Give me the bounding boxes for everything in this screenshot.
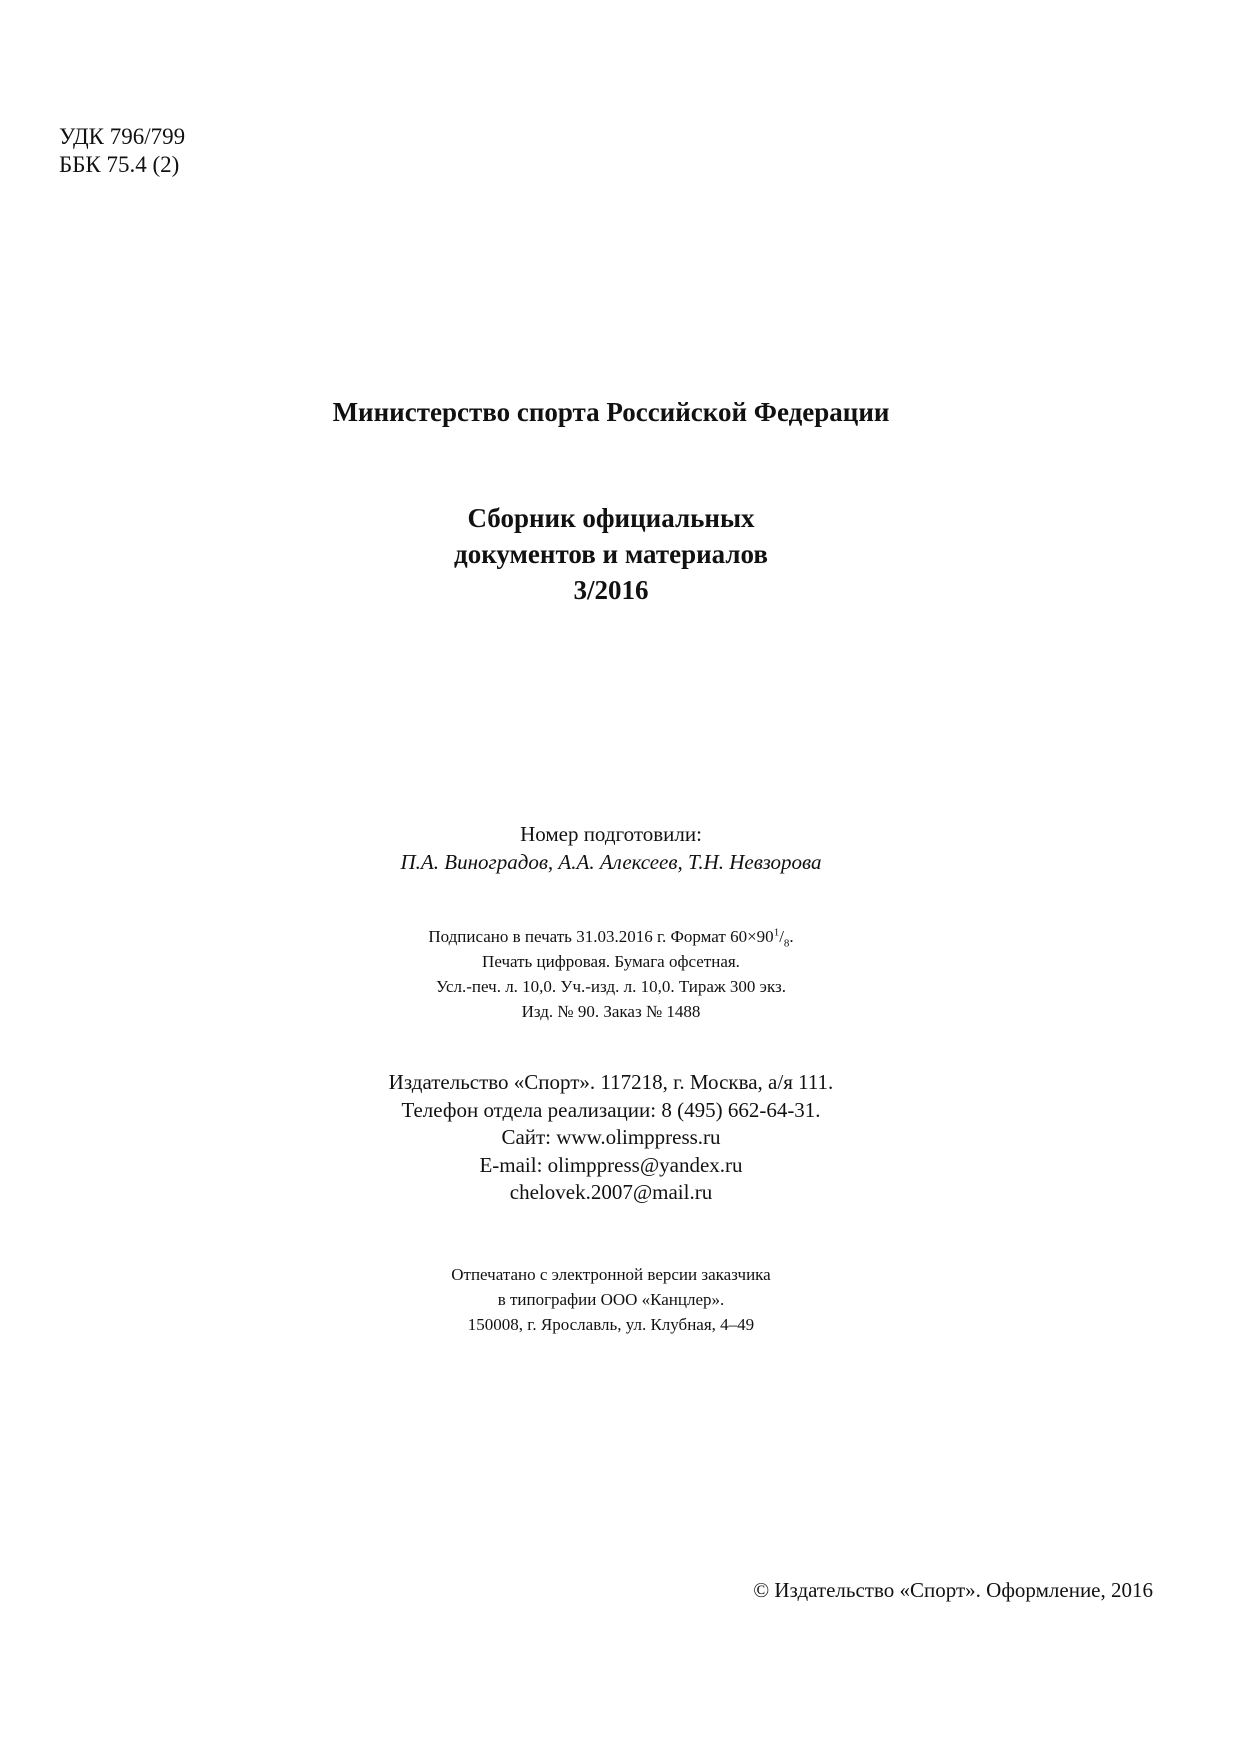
prepared-by [0, 820, 1222, 876]
format-fraction-denominator: 8 [783, 937, 790, 950]
printed-from-line: Отпечатано с электронной версии заказчика [451, 1265, 771, 1284]
imprint-order-number: Изд. № 90. Заказ № 1488 [521, 1002, 701, 1021]
publisher-phone: Телефон отдела реализации: 8 (495) 662-64-31. [401, 1097, 821, 1122]
printed-at-line: в типографии ООО «Канцлер». [497, 1290, 725, 1309]
collection-title-line-2: документов и материалов [454, 539, 768, 569]
imprint-signed-end: . [789, 927, 794, 946]
bbk-code: ББК 75.4 (2) [59, 152, 180, 177]
collection-title-line-1: Сборник официальных [467, 503, 755, 533]
publisher-website: Сайт: www.olimppress.ru [501, 1125, 721, 1149]
prepared-by-label: Номер подготовили: [520, 822, 702, 846]
imprint-signed-text: Подписано в печать 31.03.2016 г. Формат 60×90 [428, 927, 774, 946]
classification-codes [59, 123, 185, 179]
format-fraction-numerator: 1 [773, 926, 780, 939]
printing-house-info [0, 1262, 1222, 1337]
publisher-email-secondary: chelovek.2007@mail.ru [509, 1180, 713, 1204]
imprint-print-type: Печать цифровая. Бумага офсетная. [482, 952, 740, 971]
imprint-signed-line [0, 924, 1222, 949]
format-fraction-slash: / [779, 927, 784, 946]
collection-issue: 3/2016 [573, 575, 649, 605]
publisher-info [0, 1069, 1222, 1207]
imprint-details [0, 924, 1222, 1024]
publisher-email: E-mail: olimppress@yandex.ru [479, 1152, 743, 1177]
printing-house-address: 150008, г. Ярославль, ул. Клубная, 4–49 [467, 1315, 755, 1334]
udk-code: УДК 796/799 [59, 124, 186, 149]
imprint-sheets-circulation: Усл.-печ. л. 10,0. Уч.-изд. л. 10,0. Тираж 300 экз. [436, 977, 786, 996]
publisher-address: Издательство «Спорт». 117218, г. Москва, а/я 111. [388, 1070, 834, 1094]
ministry-title: Министерство спорта Российской Федерации [332, 397, 890, 427]
prepared-by-authors: П.А. Виноградов, А.А. Алексеев, Т.Н. Невзорова [400, 850, 822, 874]
copyright-notice: © Издательство «Спорт». Оформление, 2016 [753, 1578, 1153, 1602]
collection-title [0, 500, 1222, 608]
